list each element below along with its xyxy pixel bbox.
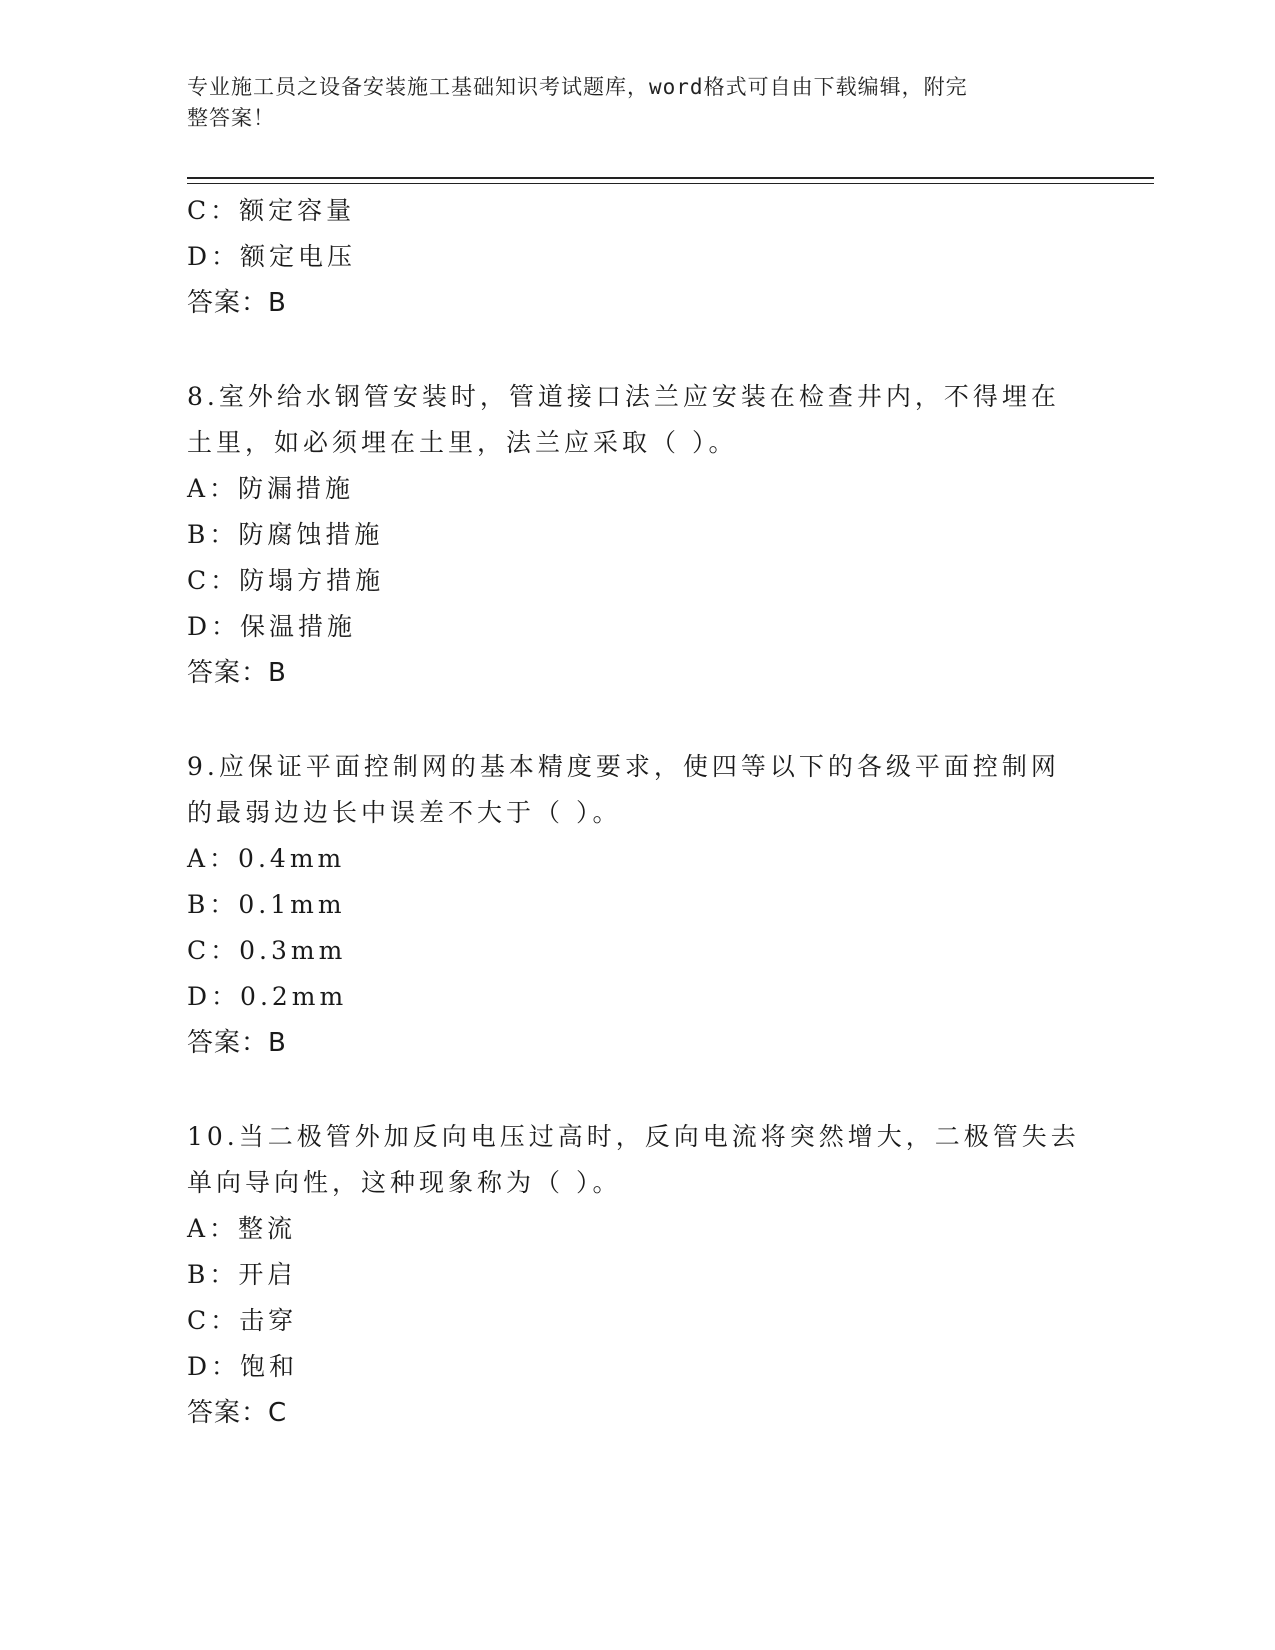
- question-10: [187, 1114, 1087, 1436]
- question-stem-line-1: 8.室外给水钢管安装时，管道接口法兰应安装在检查井内，不得埋在: [187, 382, 1060, 411]
- option-d: D：饱和: [187, 1352, 299, 1381]
- question-9: [187, 744, 1087, 1066]
- option-d: D：保温措施: [187, 612, 357, 641]
- option-d: D：0.2mm: [187, 982, 348, 1011]
- answer: 答案：B: [187, 1028, 287, 1058]
- question-stem-line-2: 单向导向性，这种现象称为（ ）。: [187, 1168, 622, 1197]
- option-c: C：额定容量: [187, 196, 356, 225]
- document-header: [187, 72, 1087, 134]
- question-stem-line-2: 土里，如必须埋在土里，法兰应采取（ ）。: [187, 428, 738, 457]
- option-c: C：防塌方措施: [187, 566, 385, 595]
- option-c: C：击穿: [187, 1306, 298, 1335]
- option-c: C：0.3mm: [187, 936, 347, 965]
- answer: 答案：B: [187, 658, 287, 688]
- header-line-2: 整答案！: [187, 106, 275, 130]
- question-stem-line-2: 的最弱边边长中误差不大于（ ）。: [187, 798, 622, 827]
- header-divider-thick: [187, 177, 1154, 179]
- question-8: [187, 374, 1087, 696]
- header-divider-thin: [187, 183, 1154, 184]
- header-line-1: 专业施工员之设备安装施工基础知识考试题库，word格式可自由下载编辑，附完: [187, 75, 968, 99]
- option-b: B：0.1mm: [187, 890, 346, 919]
- option-a: A：0.4mm: [187, 844, 346, 873]
- question-stem-line-1: 9.应保证平面控制网的基本精度要求，使四等以下的各级平面控制网: [187, 752, 1060, 781]
- option-a: A：整流: [187, 1214, 297, 1243]
- question-7-tail: [187, 188, 1087, 326]
- answer: 答案：B: [187, 288, 287, 318]
- option-b: B：开启: [187, 1260, 297, 1289]
- option-d: D：额定电压: [187, 242, 357, 271]
- option-b: B：防腐蚀措施: [187, 520, 384, 549]
- document-body: [187, 188, 1087, 1436]
- question-stem-line-1: 10.当二极管外加反向电压过高时，反向电流将突然增大，二极管失去: [187, 1122, 1080, 1151]
- answer: 答案：C: [187, 1398, 288, 1428]
- option-a: A：防漏措施: [187, 474, 355, 503]
